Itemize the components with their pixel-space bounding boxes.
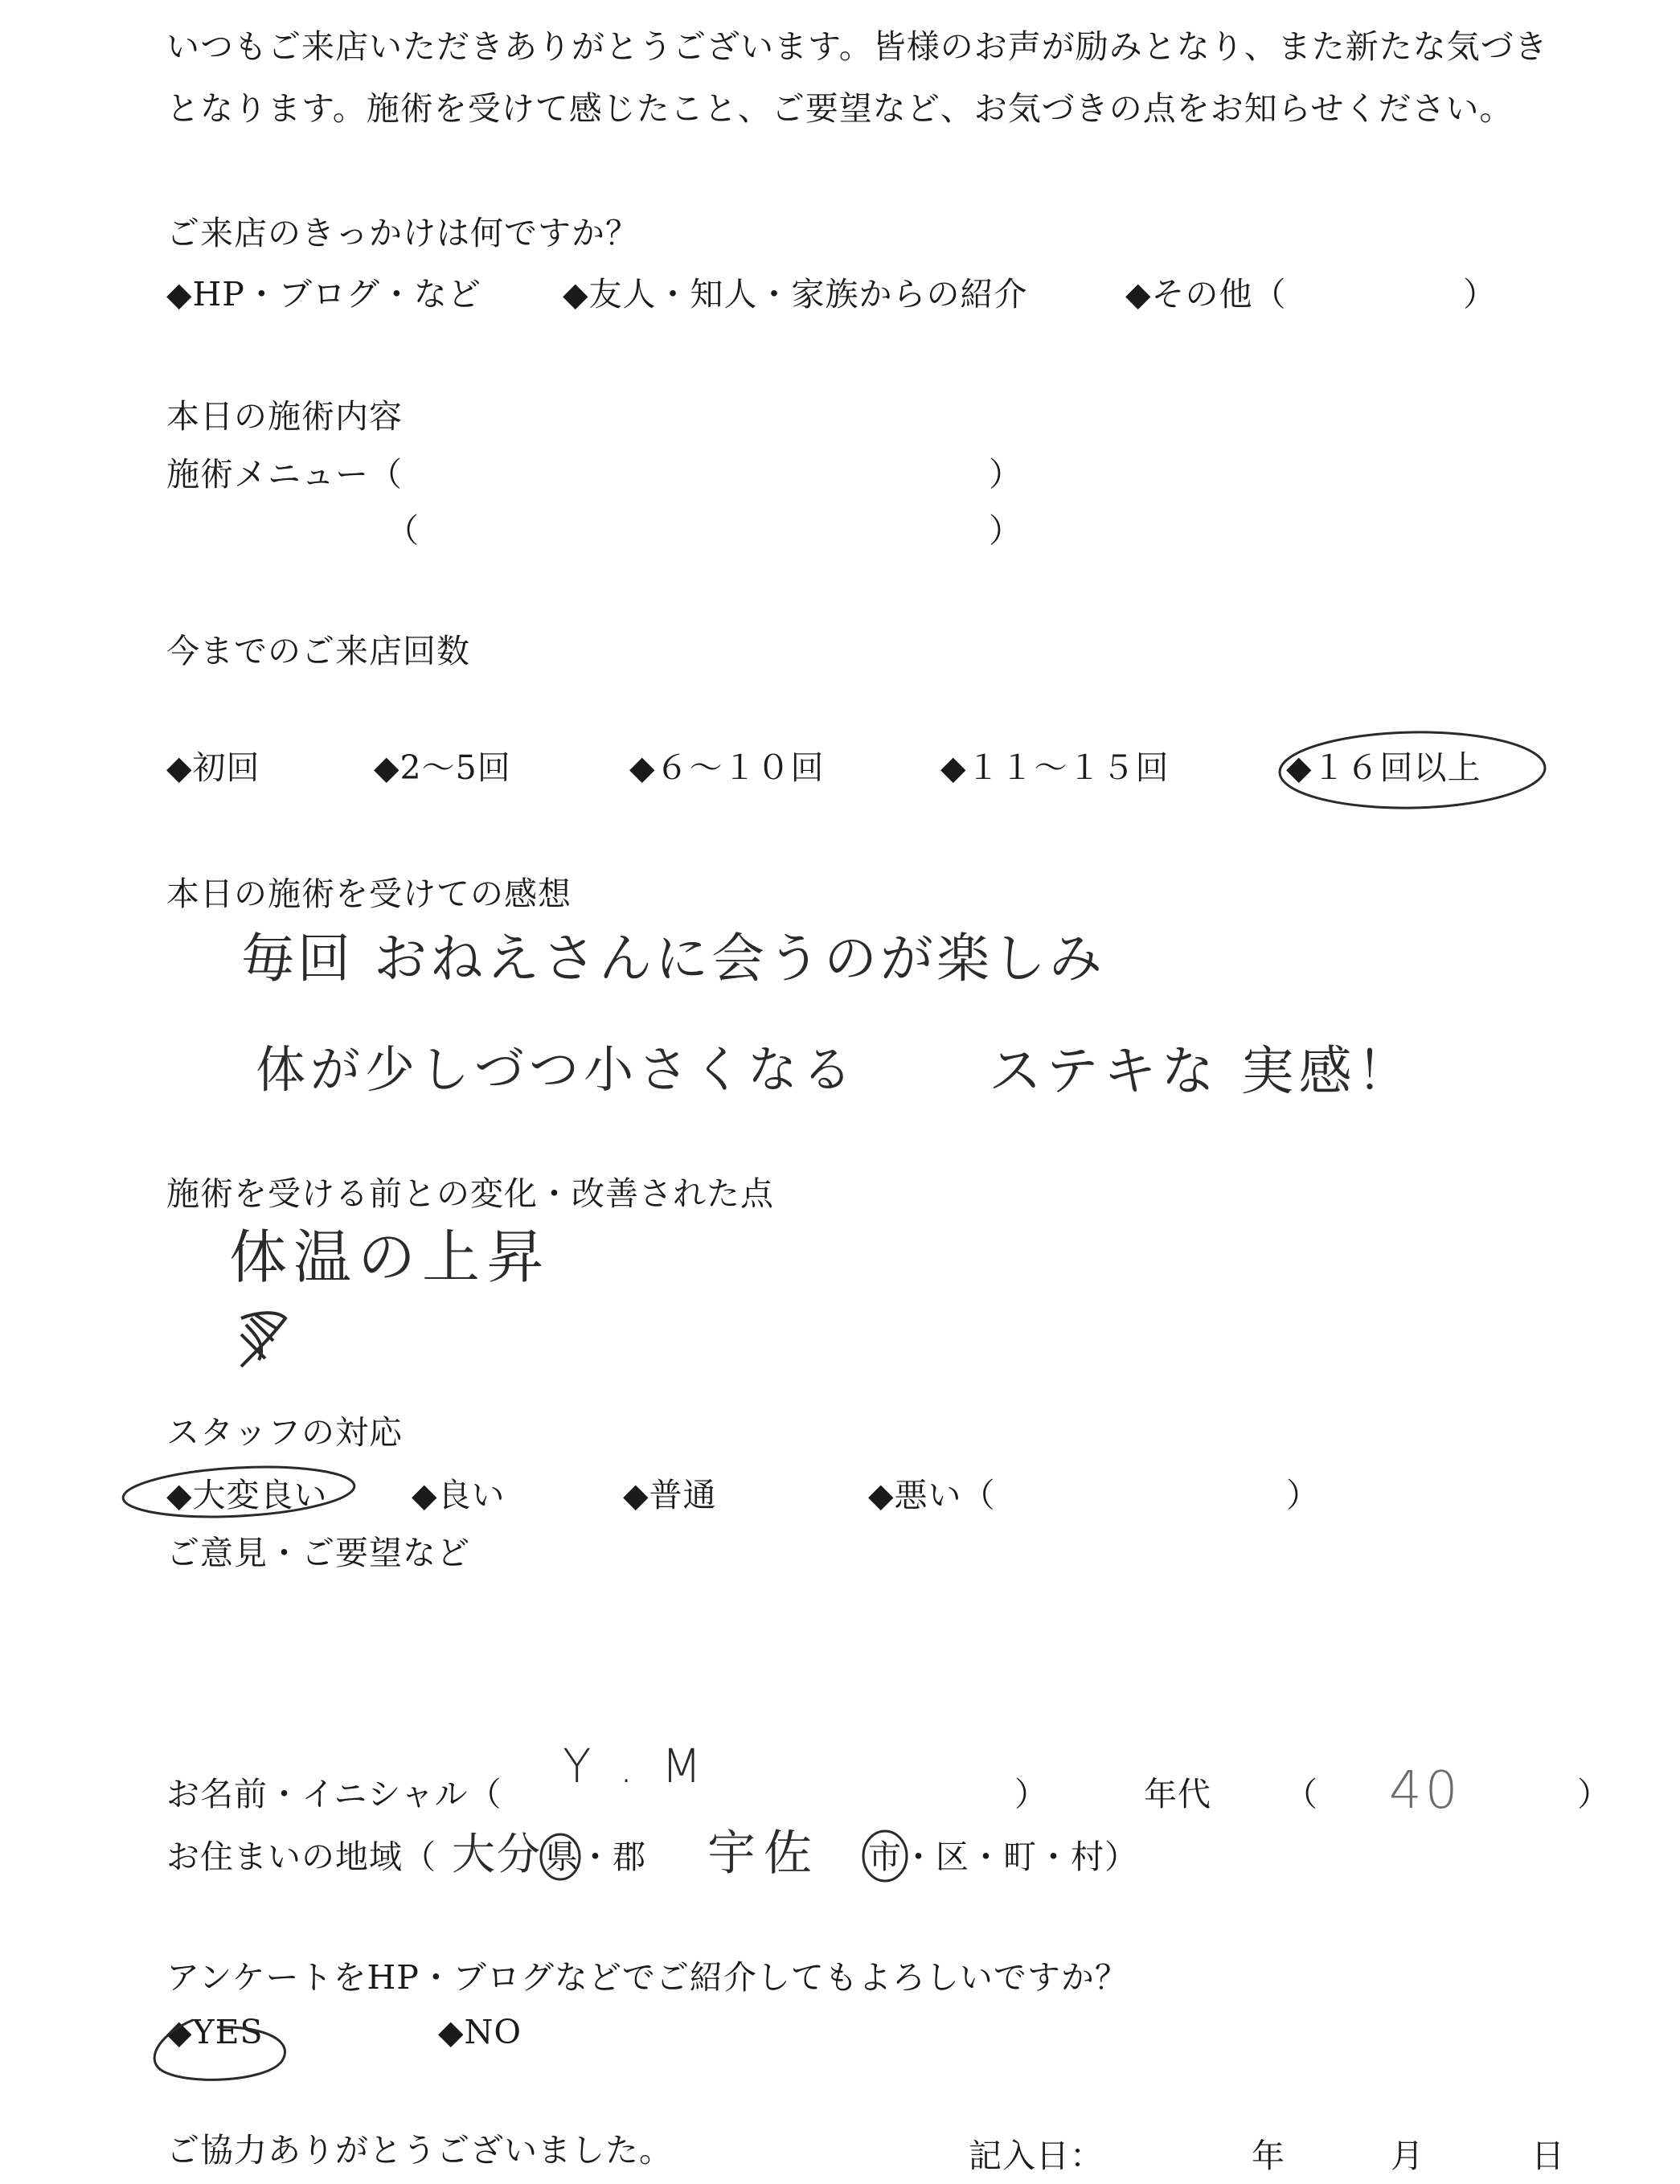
treatment-menu-close-2: ） bbox=[989, 511, 1022, 550]
staff-option-bad-close: ） bbox=[1286, 1476, 1320, 1514]
date-month: 月 bbox=[1391, 2137, 1424, 2175]
area-shi: 市 bbox=[868, 1838, 902, 1876]
consent-no[interactable]: ◆NO bbox=[438, 2013, 522, 2051]
footer-thanks: ご協力ありがとうございました。 bbox=[166, 2131, 673, 2170]
consent-question: アンケートをHP・ブログなどでご紹介してもよろしいですか？ bbox=[166, 1958, 1129, 1997]
option-other[interactable]: ◆その他（ bbox=[1125, 275, 1287, 313]
option-referral[interactable]: ◆友人・知人・家族からの紹介 bbox=[563, 275, 1028, 313]
name-close: ） bbox=[1014, 1775, 1048, 1813]
option-hp-blog[interactable]: ◆HP・ブログ・など bbox=[166, 275, 481, 313]
name-value: Y . M bbox=[563, 1739, 708, 1793]
impression-answer-line-2a: 体が少しづつ小さくなる bbox=[256, 1040, 858, 1099]
date-label: 記入日： bbox=[969, 2137, 1104, 2175]
change-heading: 施術を受ける前との変化・改善された点 bbox=[166, 1174, 774, 1213]
treatment-menu-label: 施術メニュー（ bbox=[166, 455, 403, 494]
intro-line-1: いつもご来店いただきありがとうございます。皆様のお声が励みとなり、また新たな気づき bbox=[166, 27, 1548, 66]
intro-line-2: となります。施術を受けて感じたこと、ご要望など、お気づきの点をお知らせください。 bbox=[166, 89, 1514, 128]
treatment-menu-open-2: （ bbox=[386, 511, 420, 550]
staff-option-good[interactable]: ◆良い bbox=[412, 1476, 506, 1514]
visits-heading: 今までのご来店回数 bbox=[166, 632, 470, 670]
age-close: ） bbox=[1577, 1775, 1611, 1813]
age-value: 40 bbox=[1389, 1761, 1461, 1821]
visits-option-11-15[interactable]: ◆１１～１５回 bbox=[940, 748, 1170, 787]
consent-yes[interactable]: ◆YES bbox=[166, 2013, 264, 2051]
scribble-mark bbox=[241, 1313, 285, 1367]
staff-option-normal[interactable]: ◆普通 bbox=[623, 1476, 717, 1514]
age-label: 年代 bbox=[1144, 1775, 1211, 1813]
area-ken: 県 bbox=[545, 1838, 579, 1876]
staff-option-bad[interactable]: ◆悪い（ bbox=[868, 1476, 996, 1514]
area-prefecture-value: 大分 bbox=[452, 1829, 542, 1879]
area-label: お住まいの地域（ bbox=[166, 1838, 436, 1876]
area-rest: ・区・町・村） bbox=[902, 1838, 1138, 1876]
opinion-heading: ご意見・ご要望など bbox=[166, 1534, 470, 1572]
impression-answer-line-1: 毎回 おねえさんに会うのが楽しみ bbox=[241, 928, 1105, 990]
date-day: 日 bbox=[1531, 2137, 1565, 2175]
visits-option-6-10[interactable]: ◆６～１０回 bbox=[629, 748, 825, 787]
visits-option-first[interactable]: ◆初回 bbox=[166, 748, 260, 787]
visits-option-16-plus[interactable]: ◆１６回以上 bbox=[1286, 748, 1481, 787]
treatment-menu-close-1: ） bbox=[989, 455, 1022, 494]
name-label: お名前・イニシャル（ bbox=[166, 1775, 502, 1813]
treatment-heading: 本日の施術内容 bbox=[166, 397, 403, 436]
option-other-close: ） bbox=[1463, 275, 1497, 313]
visit-reason-question: ご来店のきっかけは何ですか？ bbox=[166, 214, 639, 252]
area-gun: ・郡 bbox=[579, 1838, 646, 1876]
area-city-value: 宇佐 bbox=[707, 1825, 820, 1882]
age-open: （ bbox=[1285, 1775, 1318, 1813]
impression-heading: 本日の施術を受けての感想 bbox=[166, 875, 572, 913]
date-year: 年 bbox=[1252, 2137, 1285, 2175]
staff-heading: スタッフの対応 bbox=[166, 1413, 403, 1452]
change-answer: 体温の上昇 bbox=[229, 1223, 551, 1291]
visits-option-2-5[interactable]: ◆2～5回 bbox=[374, 748, 511, 787]
impression-answer-line-2b: ステキな 実感！ bbox=[989, 1040, 1415, 1102]
staff-option-very-good[interactable]: ◆大変良い bbox=[166, 1476, 328, 1514]
